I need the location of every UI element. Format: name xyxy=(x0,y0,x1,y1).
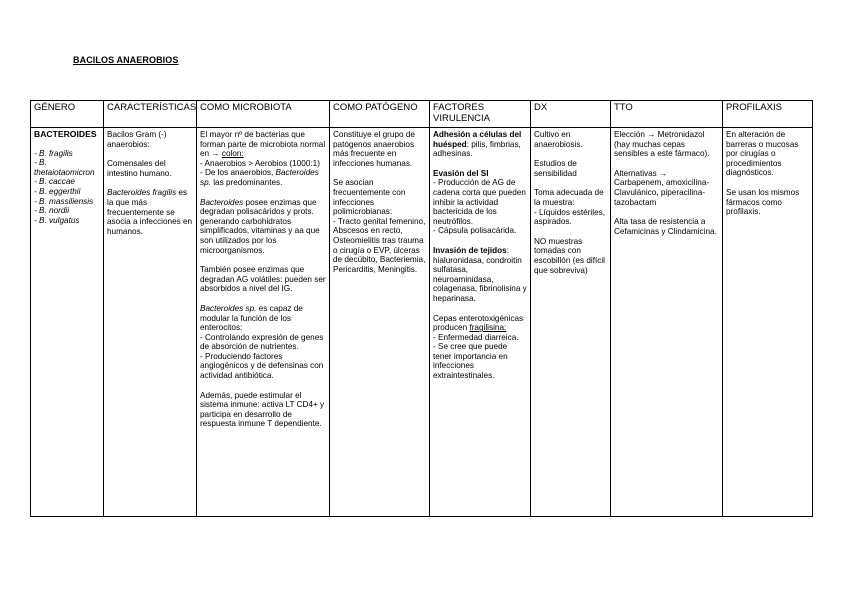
bold-text: Adhesión a células del huésped xyxy=(433,130,522,149)
species-list xyxy=(34,149,100,226)
text-paragraph xyxy=(200,130,326,188)
species-item: - B. nordii xyxy=(34,206,70,216)
header-caracteristicas: CARACTERÍSTICAS xyxy=(104,101,197,128)
text-paragraph: En alteración de barreras o mucosas por cirugías o procedimientos diagnósticos. xyxy=(726,130,799,178)
cell-microbiota xyxy=(197,128,330,517)
text-paragraph: Alta tasa de resistencia a Cefamicinas y Clindamicina. xyxy=(614,217,717,236)
text-paragraph xyxy=(433,246,527,304)
text-line: - Se cree que puede tener importancia en infecciones extraintestinales. xyxy=(433,342,508,381)
text-span: El mayor nº de bacterias que forman parte de microbiota normal en → xyxy=(200,130,326,159)
species-item: - B. caccae xyxy=(34,177,75,187)
underlined-text: colon: xyxy=(221,149,244,159)
header-factores: FACTORES VIRULENCIA xyxy=(430,101,531,128)
text-paragraph: Cultivo en anaerobiosis. xyxy=(534,130,583,149)
text-span: - De los anaerobios, xyxy=(200,168,276,178)
text-span: : pilis, fimbrias, adhesinas. xyxy=(433,139,521,159)
header-tto: TTO xyxy=(611,101,723,128)
species-item: - B. massiliensis xyxy=(34,196,94,206)
bold-text: Evasión del SI xyxy=(433,168,489,178)
cell-dx xyxy=(531,128,611,517)
italic-text: Bacteroides sp. xyxy=(200,303,257,313)
text-line: Se asocian frecuentemente con infecciones polimicrobianas: xyxy=(333,178,406,217)
header-profilaxis: PROFILAXIS xyxy=(723,101,813,128)
text-paragraph xyxy=(534,188,607,226)
text-span: las predominantes. xyxy=(210,177,283,187)
cell-profilaxis xyxy=(723,128,813,517)
text-paragraph xyxy=(200,198,326,256)
text-paragraph: También posee enzimas que degradan AG volátiles: pueden ser absorbidos a nivel del IG. xyxy=(200,265,326,294)
text-span: posee enzimas que degradan polisacáridos y prots. generando carbohidratos simplificados, vitaminas y aa que son utilizados por los microorganismos. xyxy=(200,197,320,255)
species-item: - B. thetaiotaomicron xyxy=(34,158,95,177)
table-row xyxy=(31,128,813,517)
text-span: : hialuronidasa, condroitin sulfatasa, neuroaminidasa, colagenasa, fibrinolisina y heparinasa. xyxy=(433,245,527,303)
header-row xyxy=(31,101,813,128)
text-span: es la que más frecuentemente se asocia a infecciones en humanos. xyxy=(107,188,193,236)
cell-caracteristicas xyxy=(104,128,197,517)
text-paragraph xyxy=(107,188,193,236)
text-paragraph: Además, puede estimular el sistema inmune: activa LT CD4+ y participa en desarrollo de respuesta inmune T dependiente. xyxy=(200,390,325,429)
bacteria-table xyxy=(30,100,813,517)
text-paragraph xyxy=(433,314,527,381)
bold-text: Invasión de tejidos xyxy=(433,245,507,255)
italic-text: Bacteroides xyxy=(200,197,244,207)
species-item: - B. eggerthii xyxy=(34,186,81,196)
species-item: - B. fragilis xyxy=(34,148,73,158)
text-line: - Tracto genital femenino, Abscesos en recto, Osteomielitis tras trauma o cirugía o EVP, úlceras de decúbito, Bacteriemia, Pericarditis, Meningitis. xyxy=(333,216,426,274)
text-line: - Enfermedad diarreica. xyxy=(433,332,519,342)
header-patogeno: COMO PATÓGENO xyxy=(330,101,430,128)
text-paragraph: NO muestras tomadas con escobillón (es difícil que sobreviva) xyxy=(534,236,605,275)
text-paragraph xyxy=(433,169,527,236)
text-paragraph: Estudios de sensibilidad xyxy=(534,159,577,178)
text-line: - Controlando expresión de genes de absorción de nutrientes. xyxy=(200,332,324,352)
text-paragraph xyxy=(200,304,326,381)
text-line: - Cápsula polisacárida. xyxy=(433,226,517,236)
species-item: - B. vulgatus xyxy=(34,215,80,225)
document-title: BACILOS ANAEROBIOS xyxy=(73,55,179,65)
italic-text: Bacteroides fragilis xyxy=(107,188,177,198)
text-line: Toma adecuada de la muestra: xyxy=(534,188,604,207)
header-dx: DX xyxy=(531,101,611,128)
text-line xyxy=(200,168,326,187)
cell-factores xyxy=(430,128,531,517)
header-microbiota: COMO MICROBIOTA xyxy=(197,101,330,128)
cell-tto xyxy=(611,128,723,517)
italic-text: Bacteroides sp. xyxy=(200,168,319,187)
text-paragraph: Alternativas → Carbapenem, amoxicilina-Clavulánico, piperacilina-tazobactam xyxy=(614,168,710,207)
text-paragraph xyxy=(433,130,527,159)
text-paragraph xyxy=(333,178,426,274)
cell-genero xyxy=(31,128,104,517)
text-line: - Produciendo factores angiogénicos y de defensinas con actividad antibiótica. xyxy=(200,351,324,381)
genus-name: BACTEROIDES xyxy=(34,129,97,139)
text-paragraph: Bacilos Gram (-) anaerobios: xyxy=(107,130,167,149)
text-paragraph: Constituye el grupo de patógenos anaerobios más frecuente en infecciones humanas. xyxy=(333,130,415,168)
underlined-text: fragilisina: xyxy=(469,323,507,333)
text-span: Cepas enterotoxigénicas producen xyxy=(433,313,524,333)
cell-patogeno xyxy=(330,128,430,517)
text-span: es capaz de modular la función de los enterocitos: xyxy=(200,303,303,333)
text-paragraph: Elección → Metronidazol (hay muchas cepas sensibles a este fármaco). xyxy=(614,130,710,159)
header-genero: GÉNERO xyxy=(31,101,104,128)
text-paragraph: Comensales del intestino humano. xyxy=(107,159,172,178)
text-line: - Líquidos estériles, aspirados. xyxy=(534,207,605,227)
text-line: - Anaerobios > Aerobios (1000:1) xyxy=(200,158,320,168)
text-paragraph: Se usan los mismos fármacos como profilaxis. xyxy=(726,187,800,217)
text-line: - Producción de AG de cadena corta que pueden inhibir la actividad bactericida de los neutrófilos. xyxy=(433,178,526,226)
